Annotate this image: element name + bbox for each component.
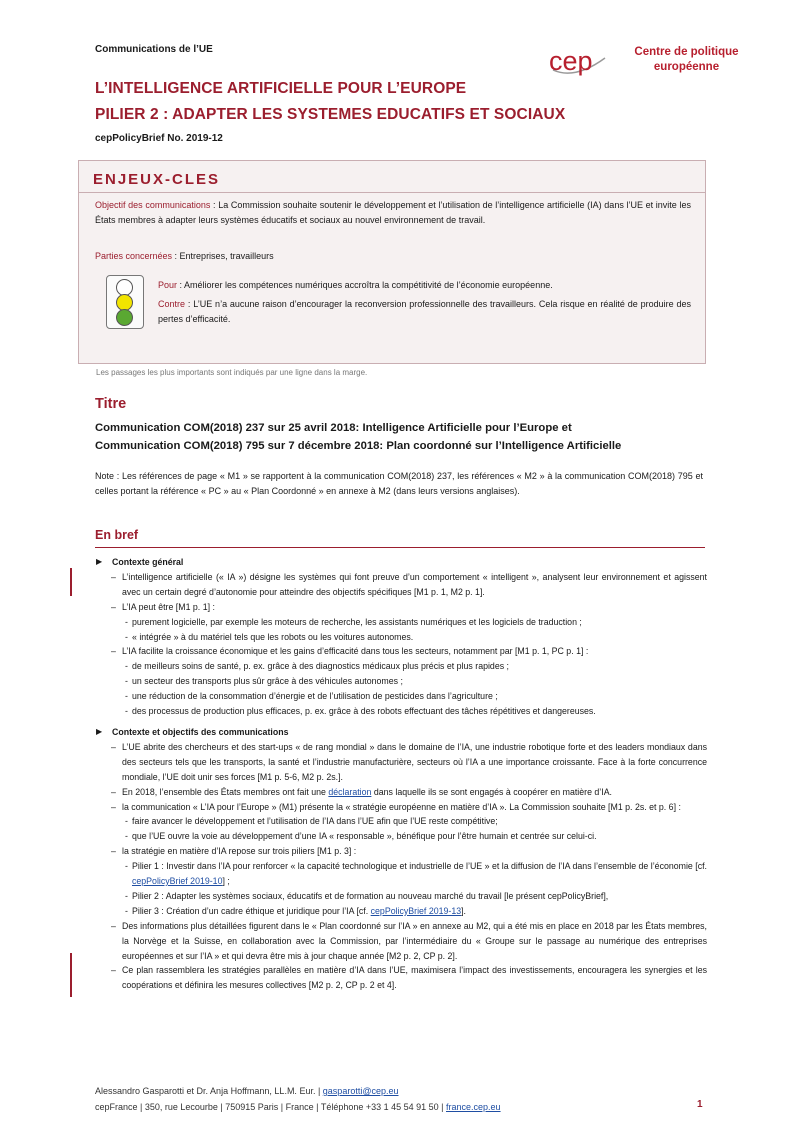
sub-list-item: - des processus de production plus efficaces, p. ex. grâce à des robots effectuant des tâches répétitives et dangereuses.	[125, 706, 596, 717]
list-item: – Des informations plus détaillées figurent dans le « Plan coordonné sur l’IA » en annexe au M2, qui a été mis en place en 2018 par les États membres, la Norvège et la Suisse, en collaboration avec la Commission, par l’intermédiaire du « Groupe sur le passage au numérique des entreprises européennes et sur l’IA » et qui devra être mis à jour chaque année [M2 p. 2, CP p. 2].	[111, 920, 707, 961]
sub-list-item: - de meilleurs soins de santé, p. ex. grâce à des diagnostics médicaux plus précis et plus rapides ;	[125, 661, 509, 672]
communication-titles	[95, 419, 715, 455]
footer-authors: Alessandro Gasparotti et Dr. Anja Hoffmann, LL.M. Eur. | gasparotti@cep.eu	[95, 1086, 399, 1096]
section-title: ▶ Contexte et objectifs des communications	[95, 725, 707, 740]
contre-paragraph	[158, 297, 691, 327]
sub-list-item: - purement logicielle, par exemple les moteurs de recherche, les assistants numériques et les logiciels de traduction ;	[125, 616, 582, 627]
declaration-link[interactable]: déclaration	[328, 786, 372, 797]
sub-list-item: - « intégrée » à du matériel tels que les robots ou les voitures autonomes.	[125, 631, 414, 642]
sub-list-item: - Pilier 1 : Investir dans l’IA pour renforcer « la capacité technologique et industrielle de l’UE » et la diffusion de l’IA dans l’ensemble de l’économie [cf. cepPolicyBrief 2019-10] ;	[125, 861, 707, 887]
list-item: – la communication « L’IA pour l’Europe » (M1) présente la « stratégie européenne en matière d’IA ». La Commission souhaite [M1 p. 2s. et p. 6] :	[111, 801, 681, 812]
list-item: – la stratégie en matière d’IA repose sur trois piliers [M1 p. 3] :	[111, 846, 357, 857]
sub-list-item: - Pilier 2 : Adapter les systèmes sociaux, éducatifs et de formation au nouveau marché du travail [le présent cepPolicyBrief],	[125, 890, 609, 901]
policy-number: cepPolicyBrief No. 2019-12	[95, 133, 223, 144]
margin-line-marker	[70, 568, 72, 596]
pour-label: Pour	[158, 280, 178, 290]
parties-text: : Entreprises, travailleurs	[172, 251, 274, 261]
list-item: – L’intelligence artificielle (« IA ») désigne les systèmes qui font preuve d’un comportement « intelligent », analysent leur environnement et agissent avec un certain degré d’autonomie pour atteindre des objectifs spécifiques [M1 p. 1, M2 p. 1].	[111, 571, 707, 597]
section-contexte-objectifs	[95, 725, 707, 993]
sub-list-item: - que l’UE ouvre la voie au développement d’une IA « responsable », bénéfique pour l’être humain et centrée sur celui-ci.	[125, 831, 597, 842]
policy-brief-link-2019-13[interactable]: cepPolicyBrief 2019-13	[370, 905, 462, 916]
cep-logo-mark	[545, 40, 635, 85]
key-issues-title: ENJEUX-CLES	[93, 171, 221, 188]
sub-list-item: - une réduction de la consommation d’énergie et de l’utilisation de pesticides dans l’agriculture ;	[125, 691, 498, 702]
triangle-bullet-icon: ▶	[96, 726, 103, 736]
list-item: – En 2018, l’ensemble des États membres ont fait une déclaration dans laquelle ils se sont engagés à coopérer en matière d’IA.	[111, 786, 613, 797]
margin-line-marker	[70, 953, 72, 997]
contre-label: Contre	[158, 299, 186, 309]
website-link[interactable]: france.cep.eu	[446, 1102, 501, 1112]
objective-text: : La Commission souhaite soutenir le développement et l’utilisation de l’intelligence artificielle (IA) dans l’UE et invite les États membres à adapter leurs systèmes éducatifs et sociaux au nouvel environnement de travail.	[95, 200, 691, 225]
pour-text: : Améliorer les compétences numériques accroîtra la compétitivité de l’économie européenne.	[177, 280, 553, 290]
margin-note: Les passages les plus importants sont indiqués par une ligne dans la marge.	[96, 368, 368, 377]
page-number: 1	[697, 1099, 703, 1110]
pour-paragraph	[158, 278, 691, 293]
communication-title-1: Communication COM(2018) 237 sur 25 avril 2018: Intelligence Artificielle pour l’Europe et	[95, 422, 572, 434]
sub-list-item: - Pilier 3 : Création d’un cadre éthique et juridique pour l’IA [cf. cepPolicyBrief 2019-13].	[125, 905, 466, 916]
section-contexte-general	[95, 555, 707, 719]
reference-note: Note : Les références de page « M1 » se rapportent à la communication COM(2018) 237, les références « M2 » à la communication COM(2018) 795 et celles portant la référence « PC » au « Plan Coordonné » en annexe à M2 (dans leurs versions anglaises).	[95, 471, 703, 496]
objective-label: Objectif des communications	[95, 200, 211, 210]
traffic-light-icon	[106, 275, 144, 329]
parties-label: Parties concernées	[95, 251, 173, 261]
sub-list-item: - faire avancer le développement et l’utilisation de l’IA dans l’UE afin que l’UE reste compétitive;	[125, 816, 498, 827]
list-item: – L’IA facilite la croissance économique et les gains d’efficacité dans tous les secteurs, notamment par [M1 p. 1, PC p. 1] :	[111, 646, 589, 657]
key-issues-box	[78, 160, 706, 364]
sub-list-item: - un secteur des transports plus sûr grâce à des véhicules autonomes ;	[125, 676, 403, 687]
list-item: – Ce plan rassemblera les stratégies parallèles en matière d’IA dans l’UE, maximisera l’impact des investissements, encouragera les synergies et les coopérations et définira les mesures collectives [M2 p. 2, CP p. 2 et 4].	[111, 965, 707, 991]
communication-title-2: Communication COM(2018) 795 sur 7 décembre 2018: Plan coordonné sur l’Intelligence Artificielle	[95, 440, 622, 452]
footer-address: cepFrance | 350, rue Lecourbe | 750915 Paris | France | Téléphone +33 1 45 54 91 50 | france.cep.eu	[95, 1102, 501, 1112]
contre-text: : L’UE n’a aucune raison d’encourager la reconversion professionnelle des travailleurs. Cela risque en réalité de produire des pertes d’efficacité.	[158, 299, 691, 324]
triangle-bullet-icon: ▶	[96, 557, 103, 566]
light-green	[116, 309, 133, 326]
section-title: ▶ Contexte général	[95, 555, 707, 570]
page-footer	[95, 1083, 501, 1115]
cep-logo	[545, 40, 745, 85]
email-link[interactable]: gasparotti@cep.eu	[322, 1086, 399, 1096]
section-heading-en-bref: En bref	[95, 528, 139, 542]
policy-brief-link-2019-10[interactable]: cepPolicyBrief 2019-10	[132, 876, 223, 887]
list-item: – L’UE abrite des chercheurs et des start-ups « de rang mondial » dans le domaine de l’IA, une industrie robotique forte et des leaders mondiaux dans des secteurs tels que les transports, la santé et l’industrie manufacturière, secteurs où l’IA a une importance croissante. Face à la forte concurrence mondiale, l’UE doit unir ses forces [M1 p. 5-6, M2 p. 2s.].	[111, 741, 707, 782]
section-heading-titre: Titre	[95, 396, 127, 412]
document-title: L’INTELLIGENCE ARTIFICIELLE POUR L’EUROPE	[95, 80, 467, 97]
cep-logo-text: cep	[549, 46, 593, 76]
list-item: – L’IA peut être [M1 p. 1] :	[111, 601, 215, 612]
objective-paragraph	[95, 198, 691, 228]
header-label: Communications de l’UE	[95, 44, 213, 55]
key-issues-divider	[79, 192, 705, 193]
parties-paragraph	[95, 251, 274, 261]
document-subtitle: PILIER 2 : ADAPTER LES SYSTEMES EDUCATIFS ET SOCIAUX	[95, 106, 566, 123]
en-bref-content	[95, 553, 707, 993]
logo-caption: Centre de politique européenne	[634, 46, 739, 73]
en-bref-divider	[95, 547, 705, 548]
